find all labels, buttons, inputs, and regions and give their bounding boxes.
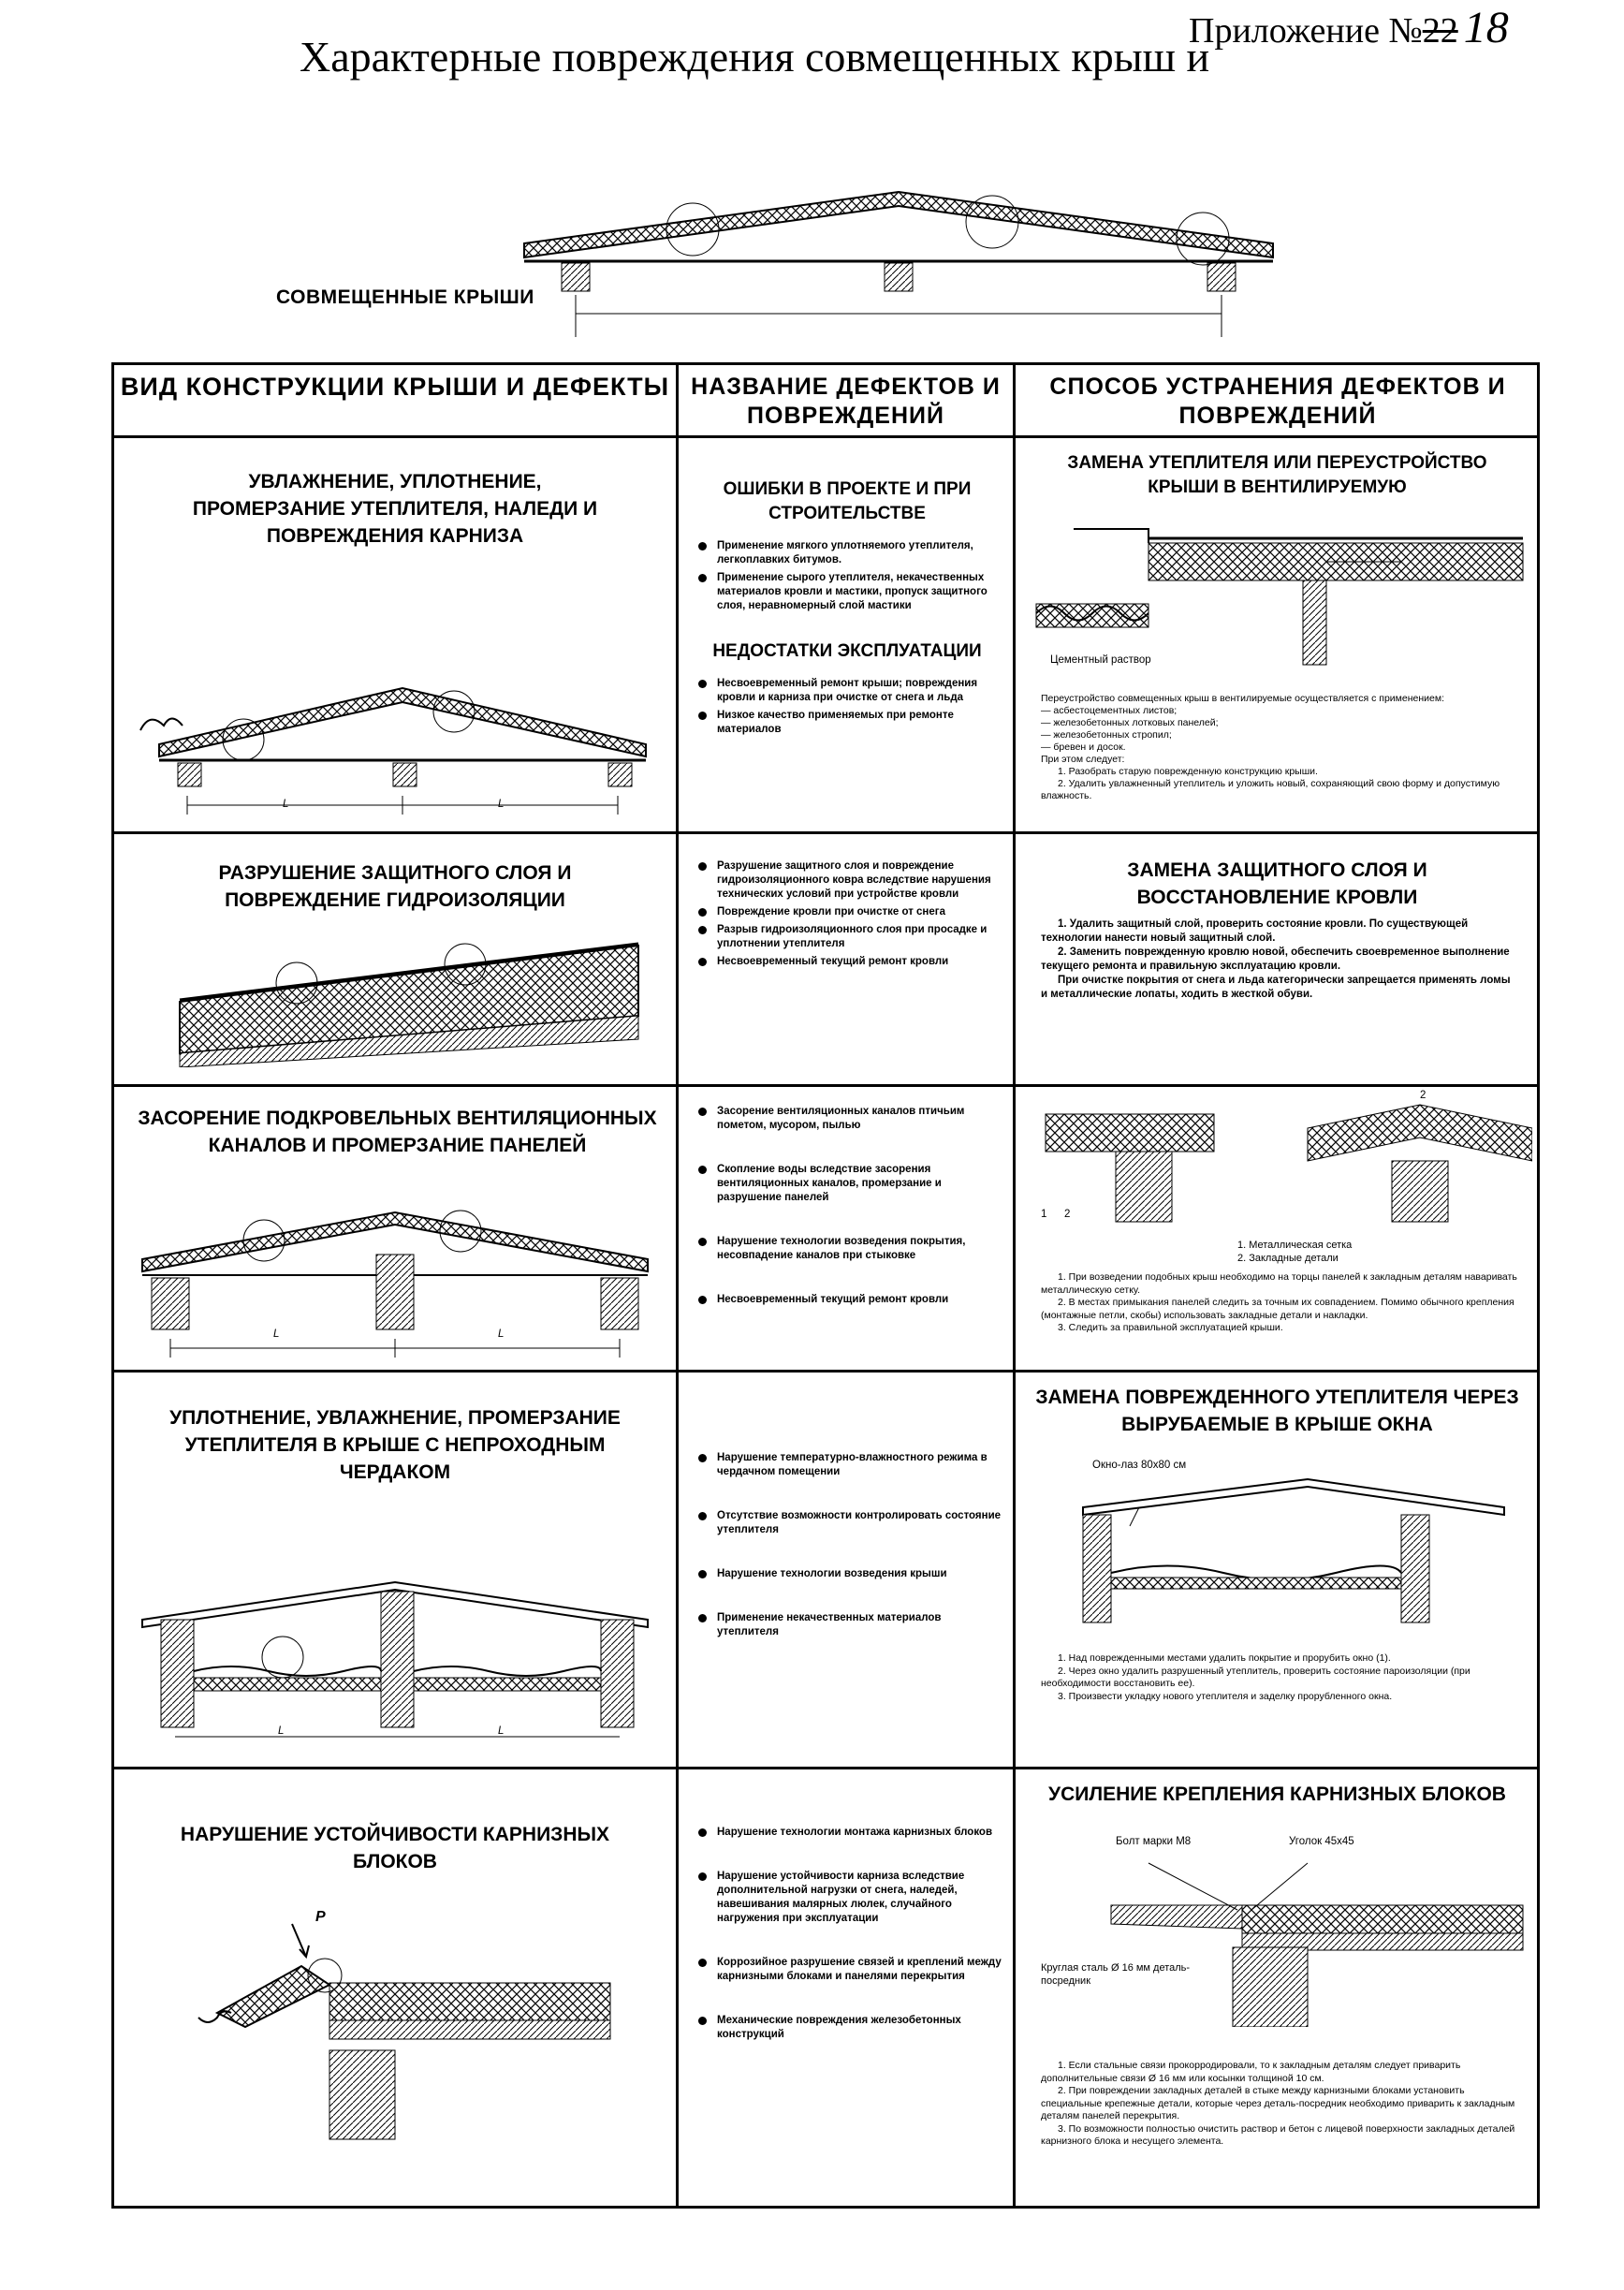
note: Переустройство совмещенных крыш в вентилируемые осуществляется с применением:	[1041, 693, 1444, 704]
list-item: Повреждение кровли при очистке от снега	[693, 905, 1002, 919]
row5-defects-list	[693, 1826, 1002, 2072]
row1-group2-title: НЕДОСТАТКИ ЭКСПЛУАТАЦИИ	[712, 641, 982, 661]
row5-fig-label-angle: Уголок 45х45	[1289, 1836, 1354, 1847]
column-divider	[1013, 365, 1016, 2206]
list-item: Применение мягкого уплотняемого утеплителя, легкоплавких битумов.	[693, 539, 1002, 567]
row5-notes	[1041, 2060, 1528, 2149]
list-item: Коррозийное разрушение связей и креплений между карнизными блоками и панелями перекрытия	[693, 1956, 1002, 1984]
row1-group1-list	[693, 539, 1002, 613]
appendix-prefix: Приложение №	[1189, 11, 1423, 51]
row5-load-label: P	[315, 1909, 326, 1925]
row3-dim-label: L	[273, 1328, 280, 1340]
row1-notes	[1041, 693, 1528, 802]
note: 1. Над поврежденными местами удалить покрытие и прорубить окно (1).	[1058, 1652, 1391, 1664]
note: — железобетонных лотковых панелей;	[1041, 717, 1219, 728]
row5-fig-label-rod: Круглая сталь Ø 16 мм деталь-посредник	[1041, 1962, 1191, 1987]
note: При этом следует:	[1041, 754, 1125, 765]
row1-defect-groups	[693, 477, 1002, 741]
note: 2. Удалить увлажненный утеплитель и уложить новый, сохраняющий свою форму и допустимую влажность.	[1041, 778, 1500, 801]
row1-group2-list	[693, 677, 1002, 737]
combined-roof-drawing	[505, 183, 1292, 342]
note: 1. Удалить защитный слой, проверить состояние кровли. По существующей технологии нанести новый защитный слой.	[1041, 918, 1469, 944]
list-item: Нарушение устойчивости карниза вследствие дополнительной нагрузки от снега, наледей, навешивания малярных люлек, случайного нагружения при эксплуатации	[693, 1870, 1002, 1926]
column-divider	[676, 365, 679, 2206]
appendix-handwritten-number: 18	[1463, 3, 1509, 52]
appendix-label	[1189, 2, 1509, 53]
row4-roof-drawing	[133, 1573, 657, 1746]
row1-dim-label: L	[283, 799, 289, 810]
row3-fig-mark: 1	[1041, 1209, 1047, 1220]
row1-remedy-title: ЗАМЕНА УТЕПЛИТЕЛЯ ИЛИ ПЕРЕУСТРОЙСТВО КРЫШИ В ВЕНТИЛИРУЕМУЮ	[1067, 453, 1487, 497]
note: 3. По возможности полностью очистить раствор и бетон с лицевой поверхности закладных деталей карнизного блока и несущего элемента.	[1041, 2122, 1515, 2147]
appendix-number: 22	[1422, 11, 1458, 51]
row3-legend	[1237, 1239, 1518, 1265]
row3-remedy-drawing	[1027, 1095, 1532, 1226]
row-divider	[114, 1370, 1537, 1373]
list-item: Применение сырого утеплителя, некачественных материалов кровли и мастики, пропуск защитного слоя, неравномерный слой мастики	[693, 571, 1002, 613]
list-item: Механические повреждения железобетонных конструкций	[693, 2014, 1002, 2042]
list-item: Несвоевременный текущий ремонт кровли	[693, 955, 1002, 969]
note: При очистке покрытия от снега и льда категорически запрещается применять ломы и металлические лопаты, ходить в жесткой обуви.	[1041, 975, 1511, 1000]
roof-drawing-label: СОВМЕЩЕННЫЕ КРЫШИ	[276, 286, 534, 308]
column-header-defects: НАЗВАНИЕ ДЕФЕКТОВ И ПОВРЕЖДЕНИЙ	[691, 374, 1001, 429]
note: 2. Через окно удалить разрушенный утеплитель, проверить состояние пароизоляции (при необходимости восстановить ее).	[1041, 1665, 1470, 1689]
row3-fig-mark: 2	[1064, 1209, 1071, 1220]
row1-dim-label: L	[498, 799, 505, 810]
legend-item: 1. Металлическая сетка	[1237, 1240, 1353, 1251]
row5-remedy-drawing	[1027, 1854, 1532, 2027]
note: 2. В местах примыкания панелей следить за точным их совпадением. Помимо обычного крепления (монтажные петли, скобы) использовать закладные детали и накладки.	[1041, 1297, 1514, 1321]
row4-remedy-title: ЗАМЕНА ПОВРЕЖДЕННОГО УТЕПЛИТЕЛЯ ЧЕРЕЗ ВЫРУБАЕМЫЕ В КРЫШЕ ОКНА	[1035, 1387, 1519, 1435]
row4-notes	[1041, 1652, 1528, 1703]
row4-remedy-drawing	[1027, 1470, 1532, 1629]
row4-defects-list	[693, 1451, 1002, 1669]
row3-roof-drawing	[133, 1198, 657, 1362]
column-header-construction: ВИД КОНСТРУКЦИИ КРЫШИ И ДЕФЕКТЫ	[120, 373, 670, 401]
note: 1. Разобрать старую поврежденную конструкцию крыши.	[1058, 766, 1318, 777]
list-item: Разрыв гидроизоляционного слоя при просадке и уплотнении утеплителя	[693, 923, 1002, 951]
list-item: Засорение вентиляционных каналов птичьим пометом, мусором, пылью	[693, 1105, 1002, 1133]
row5-defect-title: НАРУШЕНИЕ УСТОЙЧИВОСТИ КАРНИЗНЫХ БЛОКОВ	[180, 1824, 610, 1872]
defects-table	[111, 362, 1540, 2209]
list-item: Несвоевременный текущий ремонт кровли	[693, 1293, 1002, 1307]
list-item: Разрушение защитного слоя и повреждение гидроизоляционного ковра вследствие нарушения технических условий при устройстве кровли	[693, 859, 1002, 902]
list-item: Нарушение технологии возведения крыши	[693, 1567, 1002, 1581]
row1-remedy-drawing	[1027, 524, 1532, 674]
row1-group1-title: ОШИБКИ В ПРОЕКТЕ И ПРИ СТРОИТЕЛЬСТВЕ	[723, 479, 972, 523]
row4-defect-title: УПЛОТНЕНИЕ, УВЛАЖНЕНИЕ, ПРОМЕРЗАНИЕ УТЕПЛИТЕЛЯ В КРЫШЕ С НЕПРОХОДНЫМ ЧЕРДАКОМ	[169, 1407, 621, 1483]
row2-defects-list	[693, 859, 1002, 973]
row-divider	[114, 1767, 1537, 1769]
row3-notes	[1041, 1271, 1528, 1335]
row4-dim-label: L	[498, 1725, 505, 1737]
row2-roof-section-drawing	[170, 927, 657, 1067]
row3-fig-mark: 2	[1420, 1090, 1426, 1101]
row5-cornice-drawing	[189, 1919, 638, 2144]
legend-item: 2. Закладные детали	[1237, 1253, 1339, 1264]
row5-remedy-title: УСИЛЕНИЕ КРЕПЛЕНИЯ КАРНИЗНЫХ БЛОКОВ	[1048, 1784, 1506, 1805]
list-item: Отсутствие возможности контролировать состояние утеплителя	[693, 1509, 1002, 1537]
note: — бревен и досок.	[1041, 741, 1126, 753]
page-title: Характерные повреждения совмещенных крыш и	[300, 33, 1210, 81]
row-divider	[114, 1084, 1537, 1087]
row3-defects-list	[693, 1105, 1002, 1337]
note: — асбестоцементных листов;	[1041, 705, 1178, 716]
row1-defect-title: УВЛАЖНЕНИЕ, УПЛОТНЕНИЕ, ПРОМЕРЗАНИЕ УТЕПЛИТЕЛЯ, НАЛЕДИ И ПОВРЕЖДЕНИЯ КАРНИЗА	[192, 471, 598, 547]
row3-dim-label: L	[498, 1328, 505, 1340]
row5-fig-label-bolt: Болт марки М8	[1116, 1836, 1192, 1847]
note: — железобетонных стропил;	[1041, 729, 1172, 741]
note: 3. Произвести укладку нового утеплителя и заделку прорубленного окна.	[1058, 1690, 1393, 1702]
row4-fig-label: Окно-лаз 80х80 см	[1092, 1460, 1187, 1471]
note: 1. Если стальные связи прокорродировали, то к закладным деталям следует приварить дополнительные связи Ø 16 мм или косынки толщиной 10 см.	[1041, 2060, 1461, 2084]
row4-dim-label: L	[278, 1725, 285, 1737]
row-divider	[114, 831, 1537, 834]
list-item: Нарушение технологии возведения покрытия, несовпадение каналов при стыковке	[693, 1235, 1002, 1263]
row3-defect-title: ЗАСОРЕНИЕ ПОДКРОВЕЛЬНЫХ ВЕНТИЛЯЦИОННЫХ КАНАЛОВ И ПРОМЕРЗАНИЕ ПАНЕЛЕЙ	[138, 1108, 657, 1156]
row2-notes	[1041, 917, 1518, 1002]
list-item: Скопление воды вследствие засорения вентиляционных каналов, промерзание и разрушение панелей	[693, 1163, 1002, 1205]
row2-remedy-title: ЗАМЕНА ЗАЩИТНОГО СЛОЯ И ВОССТАНОВЛЕНИЕ КРОВЛИ	[1127, 859, 1427, 908]
row2-defect-title: РАЗРУШЕНИЕ ЗАЩИТНОГО СЛОЯ И ПОВРЕЖДЕНИЕ ГИДРОИЗОЛЯЦИИ	[218, 862, 572, 911]
note: 1. При возведении подобных крыш необходимо на торцы панелей к закладным деталям наваривать металлическую сетку.	[1041, 1271, 1517, 1296]
list-item: Нарушение технологии монтажа карнизных блоков	[693, 1826, 1002, 1840]
list-item: Нарушение температурно-влажностного режима в чердачном помещении	[693, 1451, 1002, 1479]
list-item: Применение некачественных материалов утеплителя	[693, 1611, 1002, 1639]
list-item: Низкое качество применяемых при ремонте материалов	[693, 709, 1002, 737]
note: 2. Заменить поврежденную кровлю новой, обеспечить своевременное выполнение текущего ремонта и правильную эксплуатацию кровли.	[1041, 947, 1510, 972]
column-header-remedies: СПОСОБ УСТРАНЕНИЯ ДЕФЕКТОВ И ПОВРЕЖДЕНИЙ	[1049, 374, 1506, 429]
row1-roof-drawing	[122, 646, 674, 815]
row1-fig-label: Цементный раствор	[1050, 654, 1151, 666]
note: 3. Следить за правильной эксплуатацией крыши.	[1058, 1322, 1283, 1333]
list-item: Несвоевременный ремонт крыши; повреждения кровли и карниза при очистке от снега и льда	[693, 677, 1002, 705]
row-divider	[114, 435, 1537, 438]
note: 2. При повреждении закладных деталей в стыке между карнизными блоками установить специальные крепежные детали, которые через деталь-посредник необходимо приварить к закладным деталям панелей перекрытия.	[1041, 2085, 1515, 2121]
